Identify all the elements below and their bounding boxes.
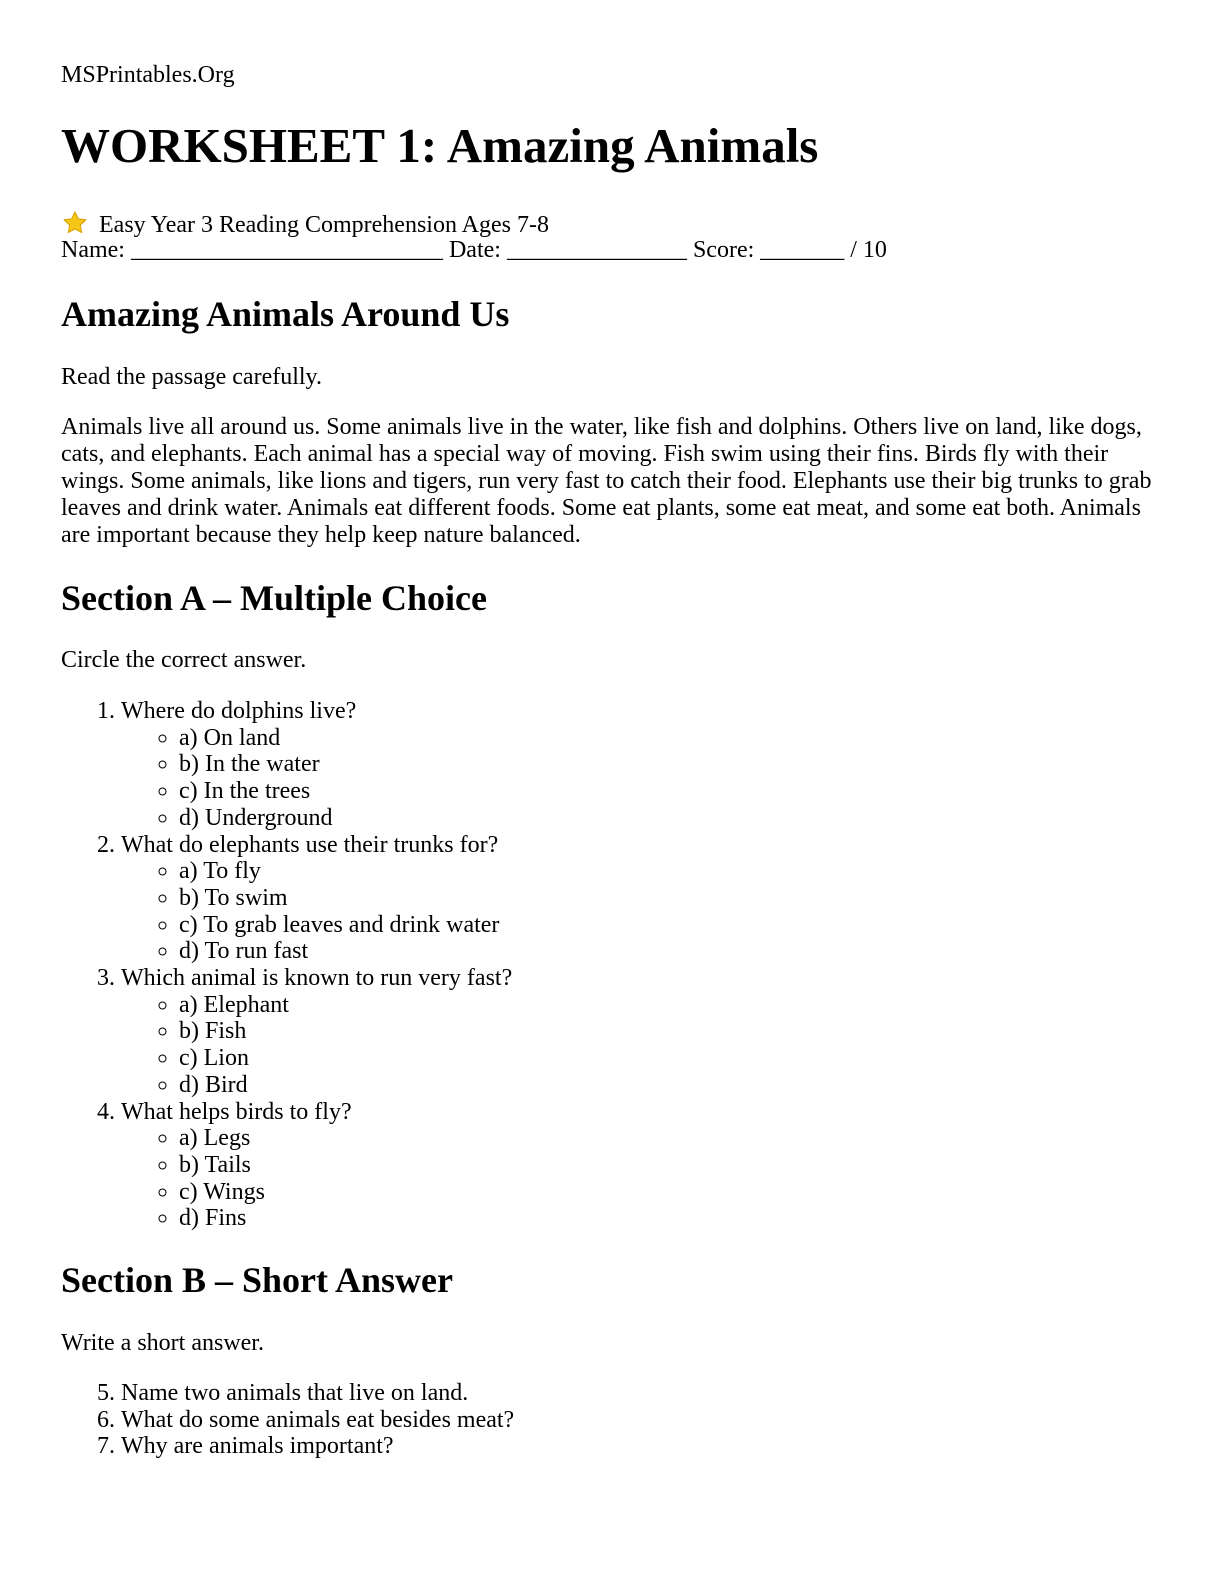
answer-option: ◦ b) Fish [179, 1018, 512, 1045]
answer-option: ◦ c) In the trees [179, 778, 512, 805]
question-item [121, 832, 512, 966]
section-a-instruction: Circle the correct answer. [61, 647, 307, 673]
answer-option: ◦ c) Wings [179, 1179, 512, 1206]
answer-option: ◦ a) Legs [179, 1125, 512, 1152]
reading-passage: Animals live all around us. Some animals live in the water, like fish and dolphins. Others live on land, like dogs, cats, and elephants. Each animal has a special way of moving. Fish swim using their fins. Birds fly with their wings. Some animals, like lions and tigers, run very fast to catch their food. Elephants use their big trunks to grab leaves and drink water. Animals eat different foods. Some eat plants, some eat meat, and some eat both. Animals are important because they help keep nature balanced. [61, 414, 1152, 548]
question-text: Which animal is known to run very fast? [121, 965, 513, 992]
question-item: 5. Name two animals that live on land. [121, 1380, 514, 1407]
student-fields-line: Name: __________________________ Date: _______________ Score: _______ / 10 [61, 237, 887, 263]
question-item [121, 1099, 512, 1233]
star-icon [61, 210, 89, 236]
passage-heading: Amazing Animals Around Us [61, 294, 510, 334]
answer-option: ◦ d) Fins [179, 1205, 512, 1232]
question-item: 6. What do some animals eat besides meat? [121, 1407, 514, 1434]
question-item: 7. Why are animals important? [121, 1433, 514, 1460]
answer-option: ◦ d) Bird [179, 1072, 512, 1099]
section-b-instruction: Write a short answer. [61, 1330, 264, 1356]
passage-instruction: Read the passage carefully. [61, 364, 322, 390]
subtitle-line [61, 210, 549, 239]
answer-option: ◦ d) To run fast [179, 938, 512, 965]
answer-option: ◦ c) Lion [179, 1045, 512, 1072]
question-text: What helps birds to fly? [121, 1098, 352, 1125]
question-text: Where do dolphins live? [121, 698, 357, 724]
answer-options [121, 1125, 512, 1232]
question-text: What do elephants use their trunks for? [121, 831, 499, 858]
answer-options [121, 858, 512, 965]
answer-option: ◦ b) Tails [179, 1152, 512, 1179]
answer-option: ◦ b) In the water [179, 751, 512, 778]
section-b-heading: Section B – Short Answer [61, 1260, 454, 1300]
answer-option: ◦ a) On land [179, 725, 512, 752]
site-name: MSPrintables.Org [61, 62, 235, 88]
answer-option: ◦ c) To grab leaves and drink water [179, 912, 512, 939]
question-item [121, 698, 512, 832]
worksheet-subtitle: Easy Year 3 Reading Comprehension Ages 7-8 [99, 212, 549, 238]
answer-options [121, 725, 512, 832]
section-b-questions [61, 1380, 514, 1460]
question-item [121, 965, 512, 1099]
answer-option: ◦ b) To swim [179, 885, 512, 912]
worksheet-title: WORKSHEET 1: Amazing Animals [61, 118, 819, 173]
answer-option: ◦ d) Underground [179, 805, 512, 832]
section-a-heading: Section A – Multiple Choice [61, 578, 487, 618]
answer-option: ◦ a) Elephant [179, 992, 512, 1019]
answer-options [121, 992, 512, 1099]
section-a-questions [61, 698, 512, 1232]
answer-option: ◦ a) To fly [179, 858, 512, 885]
